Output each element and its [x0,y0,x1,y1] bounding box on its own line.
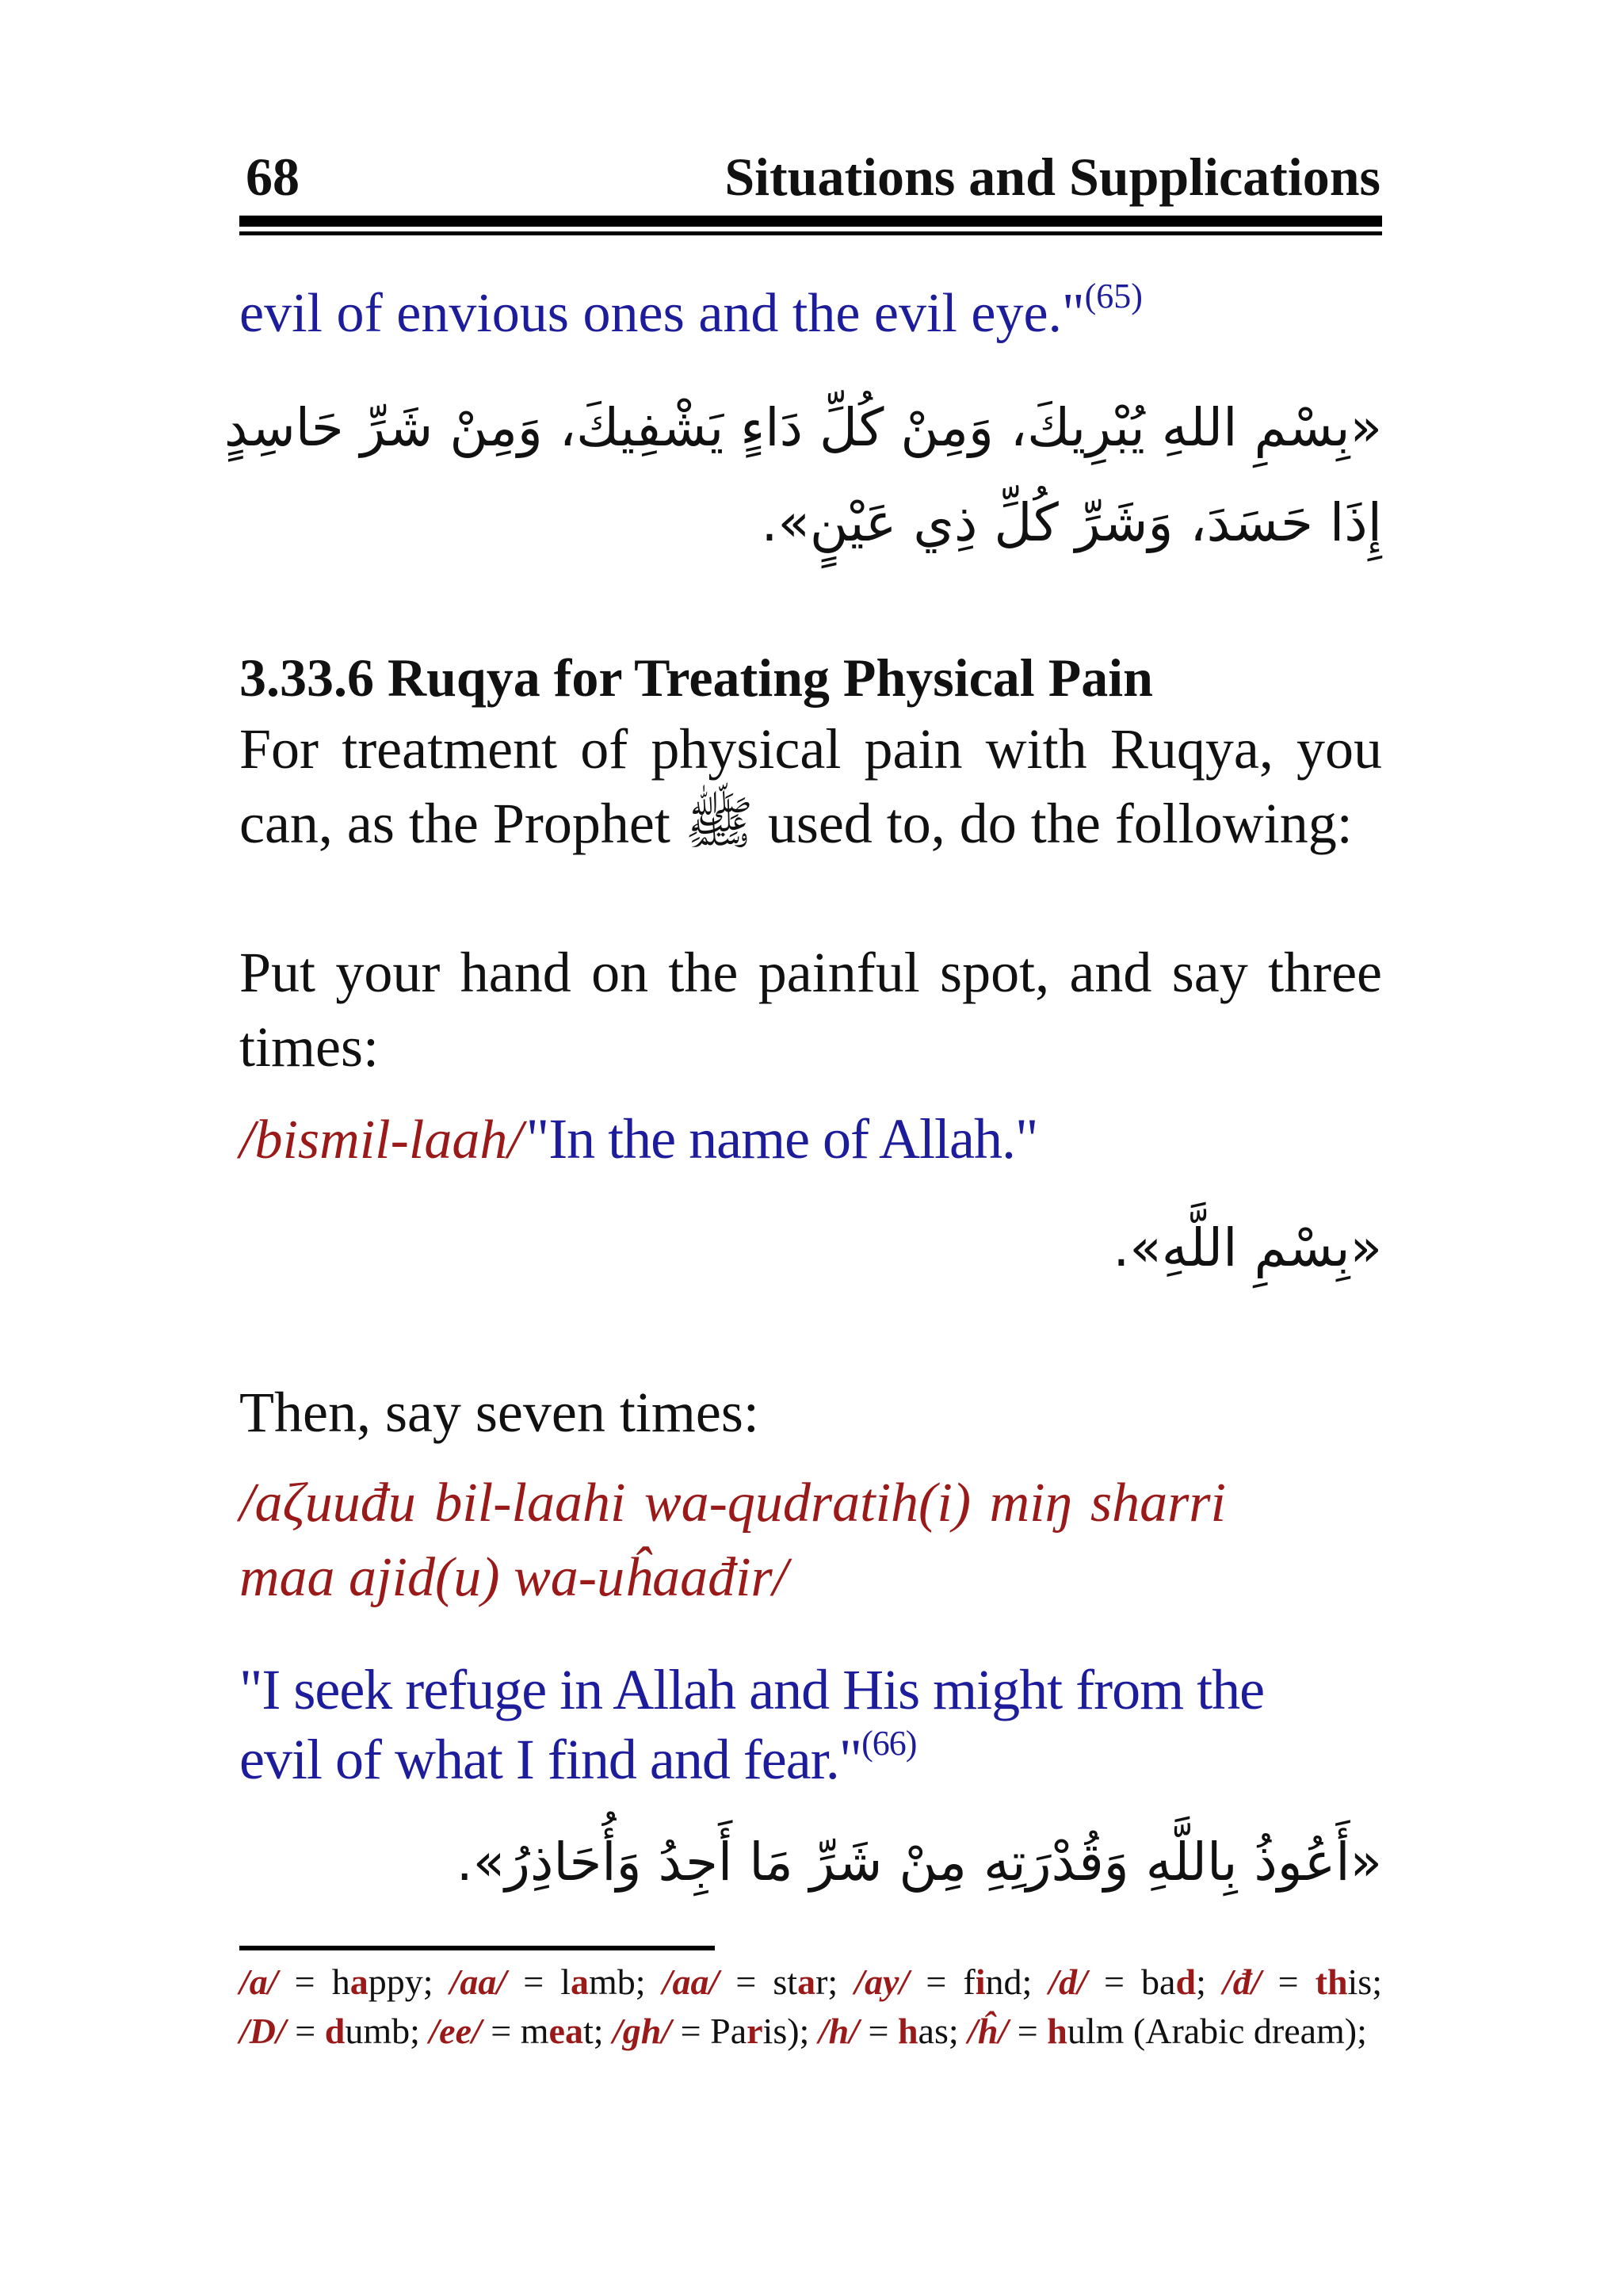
footnote-key-symbol: /gh/ [613,2011,672,2051]
footnote-example-prefix: st [773,1962,798,2002]
footnote-key-symbol: /d/ [1048,1962,1087,2002]
arabic-supplication-2: «أَعُوذُ بِاللَّهِ وَقُدْرَتِهِ مِنْ شَرِّ مَا أَجِدُ وَأُحَاذِرُ». [456,1832,1382,1893]
arabic-supplication-1-line-1: «بِسْمِ اللهِ يُبْرِيكَ، وَمِنْ كُلِّ دَاءٍ يَشْفِيكَ، وَمِنْ شَرِّ حَاسِدٍ [223,397,1382,458]
footnote-example-prefix: m [520,2011,549,2051]
footnote-key-item: /h/ = has; [818,2011,959,2051]
footnote-key-symbol: /h/ [818,2011,859,2051]
footnote-example-prefix: ba [1141,1962,1176,2002]
seven-times-intro: Then, say seven times: [239,1381,759,1444]
footnote-example-prefix: f [963,1962,976,2002]
paragraph-instruction: Put your hand on the painful spot, and say three times: [239,941,1382,1079]
footnote-key-item: /aa/ = star; [662,1962,838,2002]
footnote-example-highlight: a [349,1962,369,2002]
page [223,0,1382,2296]
footnote-key-symbol: /aa/ [449,1962,507,2002]
footnote-key-item: /ay/ = find; [854,1962,1033,2002]
transliteration-key-footnote [239,1958,1382,2056]
footnote-example-suffix: is; [1347,1962,1382,2002]
seven-meaning-line-1: "I seek refuge in Allah and His might from the [239,1658,1265,1721]
arabic-supplication-1-line-2: إِذَا حَسَدَ، وَشَرِّ كُلِّ ذِي عَيْنٍ». [761,492,1382,553]
footnote-key-item: /aa/ = lamb; [449,1962,646,2002]
footnote-example-highlight: h [897,2011,918,2051]
continued-quote-text: evil of envious ones and the evil eye." [239,283,1085,344]
paragraph-treatment: For treatment of physical pain with Ruqya, you can, as the Prophet ﷺ used to, do the following: [239,717,1382,855]
bismillah-arabic: «بِسْمِ اللَّهِ». [1113,1217,1382,1278]
running-title: Situations and Supplications [724,147,1381,207]
footnote-key-symbol: /D/ [239,2011,286,2051]
footnote-example-prefix: Pa [710,2011,747,2051]
footnote-key-symbol: /ay/ [854,1962,910,2002]
footnote-example-suffix: as; [918,2011,959,2051]
footnote-example-suffix: t; [582,2011,604,2051]
footnote-rule [239,1946,715,1950]
footnote-example-suffix: ; [1196,1962,1206,2002]
footnote-example-suffix: is); [762,2011,810,2051]
footnote-example-suffix: umb; [345,2011,420,2051]
footnote-key-symbol: /aa/ [662,1962,720,2002]
footnote-example-suffix: ppy; [368,1962,433,2002]
footnote-example-suffix: ulm (Arabic dream); [1067,2011,1367,2051]
bismillah-meaning: "In the name of Allah." [525,1107,1038,1171]
seven-transliteration-line-1: /aζuuđu bil-laahi wa-qudratih(i) miŋ sharri [239,1473,1227,1534]
footnote-key-symbol: /a/ [239,1962,278,2002]
page-number: 68 [246,147,300,207]
arabic-supplication-1 [223,380,1382,571]
footnote-example-suffix: nd; [985,1962,1033,2002]
footnote-example-highlight: r [747,2011,763,2051]
footnote-example-highlight: i [975,1962,986,2002]
footnote-example-highlight: a [571,1962,590,2002]
footnote-key-item: /D/ = dumb; [239,2011,420,2051]
footnote-example-highlight: d [1175,1962,1197,2002]
bismillah-line [239,1102,1382,1178]
footnote-ref-65: (65) [1084,277,1143,315]
page-header [239,141,1382,212]
footnote-example-prefix: l [560,1962,571,2002]
footnote-key-symbol: /ĥ/ [968,2011,1009,2051]
footnote-example-highlight: ea [548,2011,583,2051]
footnote-example-highlight: th [1315,1962,1348,2002]
footnote-key-item: /ĥ/ = hulm (Arabic dream); [968,2011,1367,2051]
footnote-key-item: /a/ = happy; [239,1962,433,2002]
footnote-key-item: /đ/ = this; [1222,1962,1382,2002]
seven-meaning-line-2-text: evil of what I find and fear." [239,1728,862,1791]
seven-transliteration-line-2: maa ajid(u) wa-uĥaađir/ [239,1547,789,1608]
footnote-example-prefix: h [331,1962,350,2002]
footnote-example-highlight: d [324,2011,346,2051]
header-rule-thin [239,231,1382,235]
section-heading: 3.33.6 Ruqya for Treating Physical Pain [239,648,1153,708]
footnote-key-symbol: /ee/ [429,2011,482,2051]
footnote-example-suffix: r; [815,1962,838,2002]
continued-quote [239,277,1382,350]
footnote-key-item: /d/ = bad; [1048,1962,1206,2002]
header-rule-thick [239,216,1382,227]
footnote-example-highlight: h [1047,2011,1067,2051]
bismillah-transliteration: /bismil-laah/ [239,1110,523,1171]
footnote-ref-66: (66) [861,1724,917,1763]
seven-meaning-line-2 [239,1722,1382,1797]
footnote-key-item: /gh/ = Paris); [613,2011,810,2051]
footnote-key-symbol: /đ/ [1222,1962,1262,2002]
footnote-key-item: /ee/ = meat; [429,2011,604,2051]
footnote-example-suffix: mb; [589,1962,646,2002]
footnote-example-highlight: a [797,1962,816,2002]
